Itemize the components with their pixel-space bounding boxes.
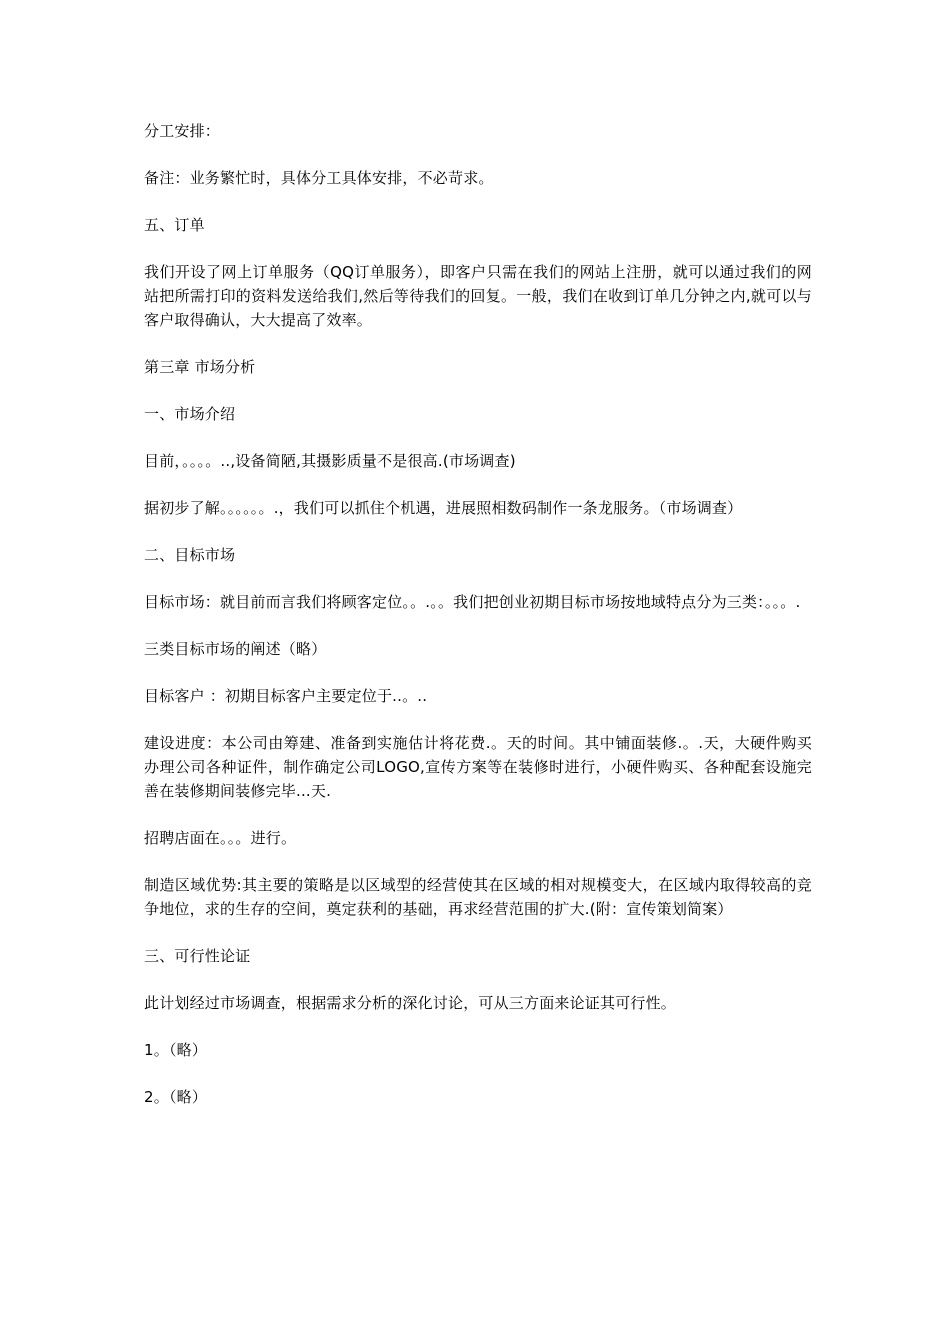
heading-market-intro: 一、市场介绍 xyxy=(144,405,236,423)
chapter-title-market-analysis: 第三章 市场分析 xyxy=(144,358,256,376)
paragraph-preliminary-understanding: 据初步了解。。。。。。.，我们可以抓住个机遇，进展照相数码制作一条龙服务。（市场调查） xyxy=(144,499,743,517)
paragraph-construction-progress: 建设进度：本公司由筹建、准备到实施估计将花费.。天的时间。其中铺面装修.。.天，大硬件购买办理公司各种证件，制作确定公司LOGO,宣传方案等在装修时进行，小硬件购买、各种配套设施完善在装修期间装修完毕...天. xyxy=(144,734,812,800)
document-page xyxy=(144,119,812,1132)
paragraph-feasibility: 此计划经过市场调查，根据需求分析的深化讨论，可从三方面来论证其可行性。 xyxy=(144,994,677,1012)
paragraph-online-orders: 我们开设了网上订单服务（QQ订单服务），即客户只需在我们的网站上注册，就可以通过我们的网站把所需打印的资料发送给我们,然后等待我们的回复。一般，我们在收到订单几分钟之内,就可以与客户取得确认，大大提高了效率。 xyxy=(144,263,812,329)
paragraph-current-state: 目前，。。。。..,设备简陋,其摄影质量不是很高.(市场调查) xyxy=(144,452,516,470)
list-item-1: 1。（略） xyxy=(144,1041,208,1059)
paragraph-three-markets: 三类目标市场的阐述（略） xyxy=(144,640,327,658)
paragraph-division-of-labor: 分工安排： xyxy=(144,122,221,140)
list-item-2: 2。（略） xyxy=(144,1088,208,1106)
paragraph-recruitment: 招聘店面在。。。进行。 xyxy=(144,829,297,847)
paragraph-target-customers: 目标客户 ：初期目标客户主要定位于..。.. xyxy=(144,687,428,705)
paragraph-note: 备注：业务繁忙时，具体分工具体安排，不必苛求。 xyxy=(144,169,494,187)
heading-orders: 五、订单 xyxy=(144,216,205,234)
paragraph-target-market: 目标市场：就目前而言我们将顾客定位。。.。。我们把创业初期目标市场按地域特点分为三类：。。。. xyxy=(144,593,801,611)
heading-target-market: 二、目标市场 xyxy=(144,546,236,564)
paragraph-regional-advantage: 制造区域优势:其主要的策略是以区域型的经营使其在区域的相对规模变大，在区域内取得较高的竞争地位，求的生存的空间，奠定获利的基础，再求经营范围的扩大.(附：宣传策划简案） xyxy=(144,876,812,918)
heading-feasibility: 三、可行性论证 xyxy=(144,947,251,965)
